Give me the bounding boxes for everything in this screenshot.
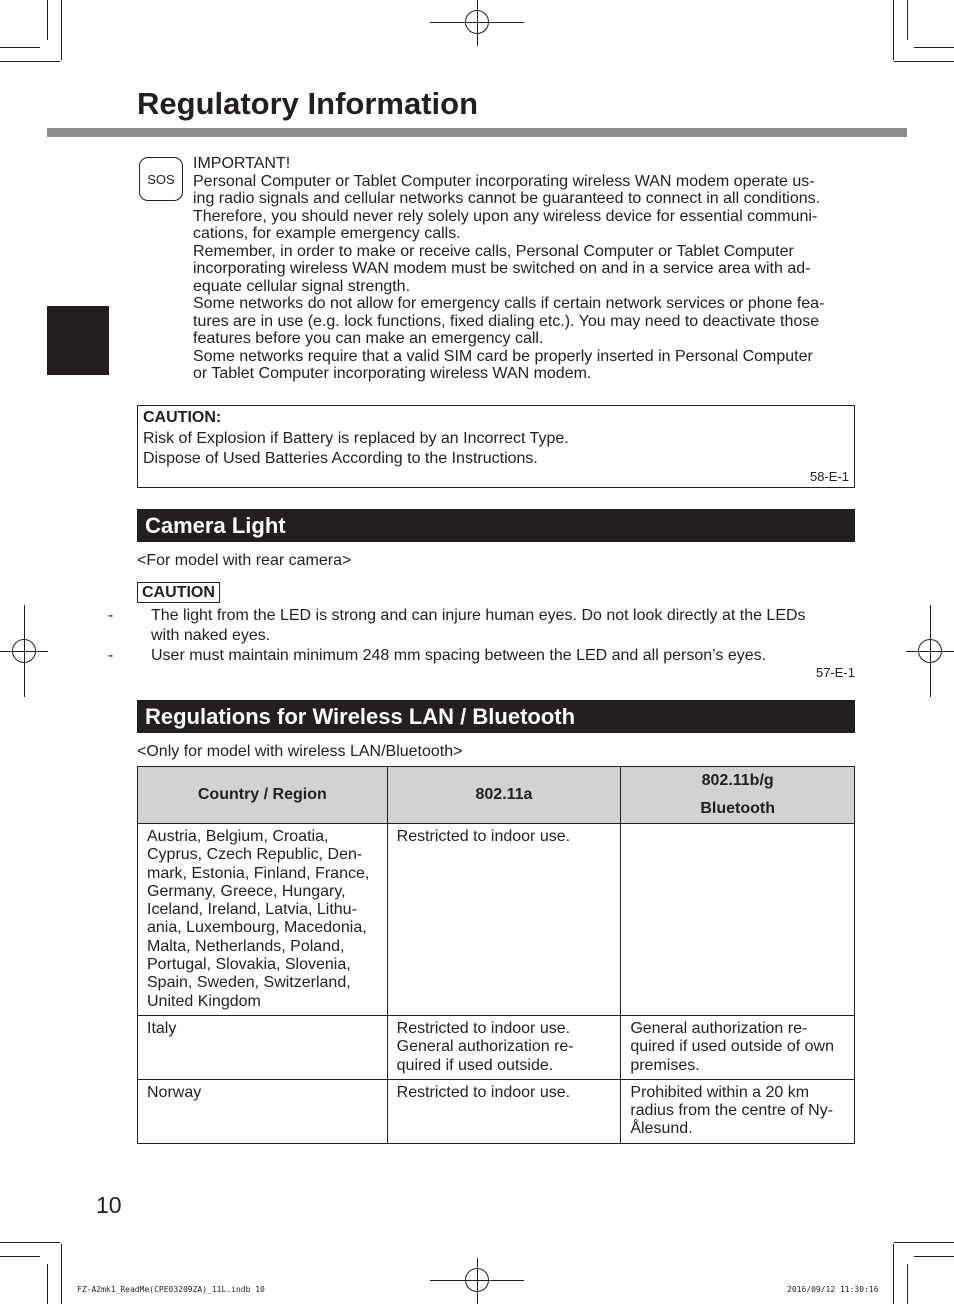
cell-line: Portugal, Slovakia, Slovenia, <box>147 956 351 974</box>
notice-line: cations, for example emergency calls. <box>193 225 461 242</box>
cell-line: ania, Luxembourg, Macedonia, <box>147 919 367 937</box>
cell-line: Restricted to indoor use. <box>396 1083 571 1101</box>
table-row <box>138 824 855 1016</box>
cell-line: United Kingdom <box>147 992 261 1010</box>
notice-line: Remember, in order to make or receive calls, Personal Computer or Tablet Computer <box>193 242 794 260</box>
bullet-dash: - <box>108 607 114 624</box>
bullet-item <box>108 646 855 666</box>
cell-80211a <box>387 1015 621 1079</box>
cell-line: General authorization re- <box>630 1019 808 1037</box>
page-title: Regulatory Information <box>137 86 479 121</box>
wireless-regulations-table <box>137 766 855 1144</box>
important-heading: IMPORTANT! <box>193 155 291 172</box>
table-row <box>138 1015 855 1079</box>
cell-80211a <box>387 1079 621 1143</box>
header-bluetooth-label: Bluetooth <box>700 800 775 817</box>
header-80211bg-label: 802.11b/g <box>701 772 774 789</box>
notice-line: or Tablet Computer incorporating wireless WAN modem. <box>193 365 592 382</box>
model-note: <Only for model with wireless LAN/Bluetooth> <box>137 743 463 760</box>
header-80211a: 802.11a <box>387 767 621 824</box>
cell-line: quired if used outside of own <box>630 1038 834 1056</box>
cell-line: General authorization re- <box>396 1038 574 1056</box>
cell-line: Prohibited within a 20 km <box>630 1083 810 1101</box>
title-rule <box>47 128 907 137</box>
bullet-dash: - <box>108 647 114 664</box>
notice-line: tures are in use (e.g. lock functions, fixed dialing etc.). You may need to deactivate those <box>193 312 820 330</box>
cell-80211bg <box>621 1079 855 1143</box>
cell-80211bg <box>621 1015 855 1079</box>
notice-line: Some networks require that a valid SIM card be properly inserted in Personal Computer <box>193 347 813 365</box>
footer-filename: FZ-A2mk1_ReadMe(CPE03209ZA)_11L.indb 10 <box>77 1285 265 1294</box>
notice-line: incorporating wireless WAN modem must be switched on and in a service area with ad- <box>193 260 811 277</box>
cell-line: Iceland, Ireland, Latvia, Lithu- <box>147 901 357 919</box>
cell-country <box>138 1015 388 1079</box>
cell-line: mark, Estonia, Finland, France, <box>147 864 370 882</box>
table-row <box>138 1079 855 1143</box>
bullet-item <box>108 606 855 646</box>
bullet-text: with naked eyes. <box>151 627 271 644</box>
caution-line: Dispose of Used Batteries According to the Instructions. <box>143 450 538 467</box>
cell-line: radius from the centre of Ny- <box>630 1102 834 1120</box>
cell-country <box>138 824 388 1016</box>
cell-line: Ålesund. <box>630 1120 693 1138</box>
cell-country <box>138 1079 388 1143</box>
page-number: 10 <box>96 1192 122 1218</box>
cell-line: Restricted to indoor use. <box>396 828 571 845</box>
cell-line: Italy <box>147 1019 177 1037</box>
cell-line: Austria, Belgium, Croatia, <box>147 828 329 845</box>
reference-code: 58-E-1 <box>809 469 849 484</box>
header-80211bg <box>621 767 855 824</box>
cell-line: Germany, Greece, Hungary, <box>147 882 346 900</box>
table-header-row <box>138 767 855 824</box>
model-note: <For model with rear camera> <box>137 552 352 569</box>
caution-label: CAUTION <box>137 582 220 603</box>
cell-line: premises. <box>630 1056 700 1074</box>
important-notice <box>193 155 858 383</box>
cell-80211a <box>387 824 621 1016</box>
section-heading-camera-light: Camera Light <box>137 509 855 542</box>
sos-icon: SOS <box>139 157 183 201</box>
notice-line: Some networks do not allow for emergency calls if certain network services or phone fea- <box>193 295 825 312</box>
cell-line: Cyprus, Czech Republic, Den- <box>147 846 363 864</box>
notice-line: ing radio signals and cellular networks cannot be guaranteed to connect in all conditions. <box>193 190 821 207</box>
footer-timestamp: 2016/09/12 11:30:16 <box>787 1285 879 1294</box>
header-country: Country / Region <box>138 767 388 824</box>
cell-line: Spain, Sweden, Switzerland, <box>147 974 351 992</box>
bullet-text: The light from the LED is strong and can injure human eyes. Do not look directly at the LEDs <box>151 607 806 624</box>
cell-line: Norway <box>147 1083 202 1101</box>
cell-line: quired if used outside. <box>396 1056 554 1074</box>
battery-caution-box <box>137 405 855 488</box>
notice-line: equate cellular signal strength. <box>193 277 411 295</box>
section-tab-marker <box>47 306 109 375</box>
cell-80211bg <box>621 824 855 1016</box>
reference-code: 57-E-1 <box>815 665 855 680</box>
cell-line: Restricted to indoor use. <box>396 1019 571 1037</box>
notice-line: Personal Computer or Tablet Computer incorporating wireless WAN modem operate us- <box>193 172 815 190</box>
cell-line: Malta, Netherlands, Poland, <box>147 937 345 955</box>
section-heading-wireless: Regulations for Wireless LAN / Bluetooth <box>137 700 855 733</box>
bullet-text: User must maintain minimum 248 mm spacing between the LED and all person’s eyes. <box>151 647 767 664</box>
caution-heading: CAUTION: <box>143 409 222 426</box>
notice-line: features before you can make an emergency call. <box>193 330 544 347</box>
caution-line: Risk of Explosion if Battery is replaced by an Incorrect Type. <box>143 430 569 447</box>
notice-line: Therefore, you should never rely solely upon any wireless device for essential communi- <box>193 207 818 225</box>
